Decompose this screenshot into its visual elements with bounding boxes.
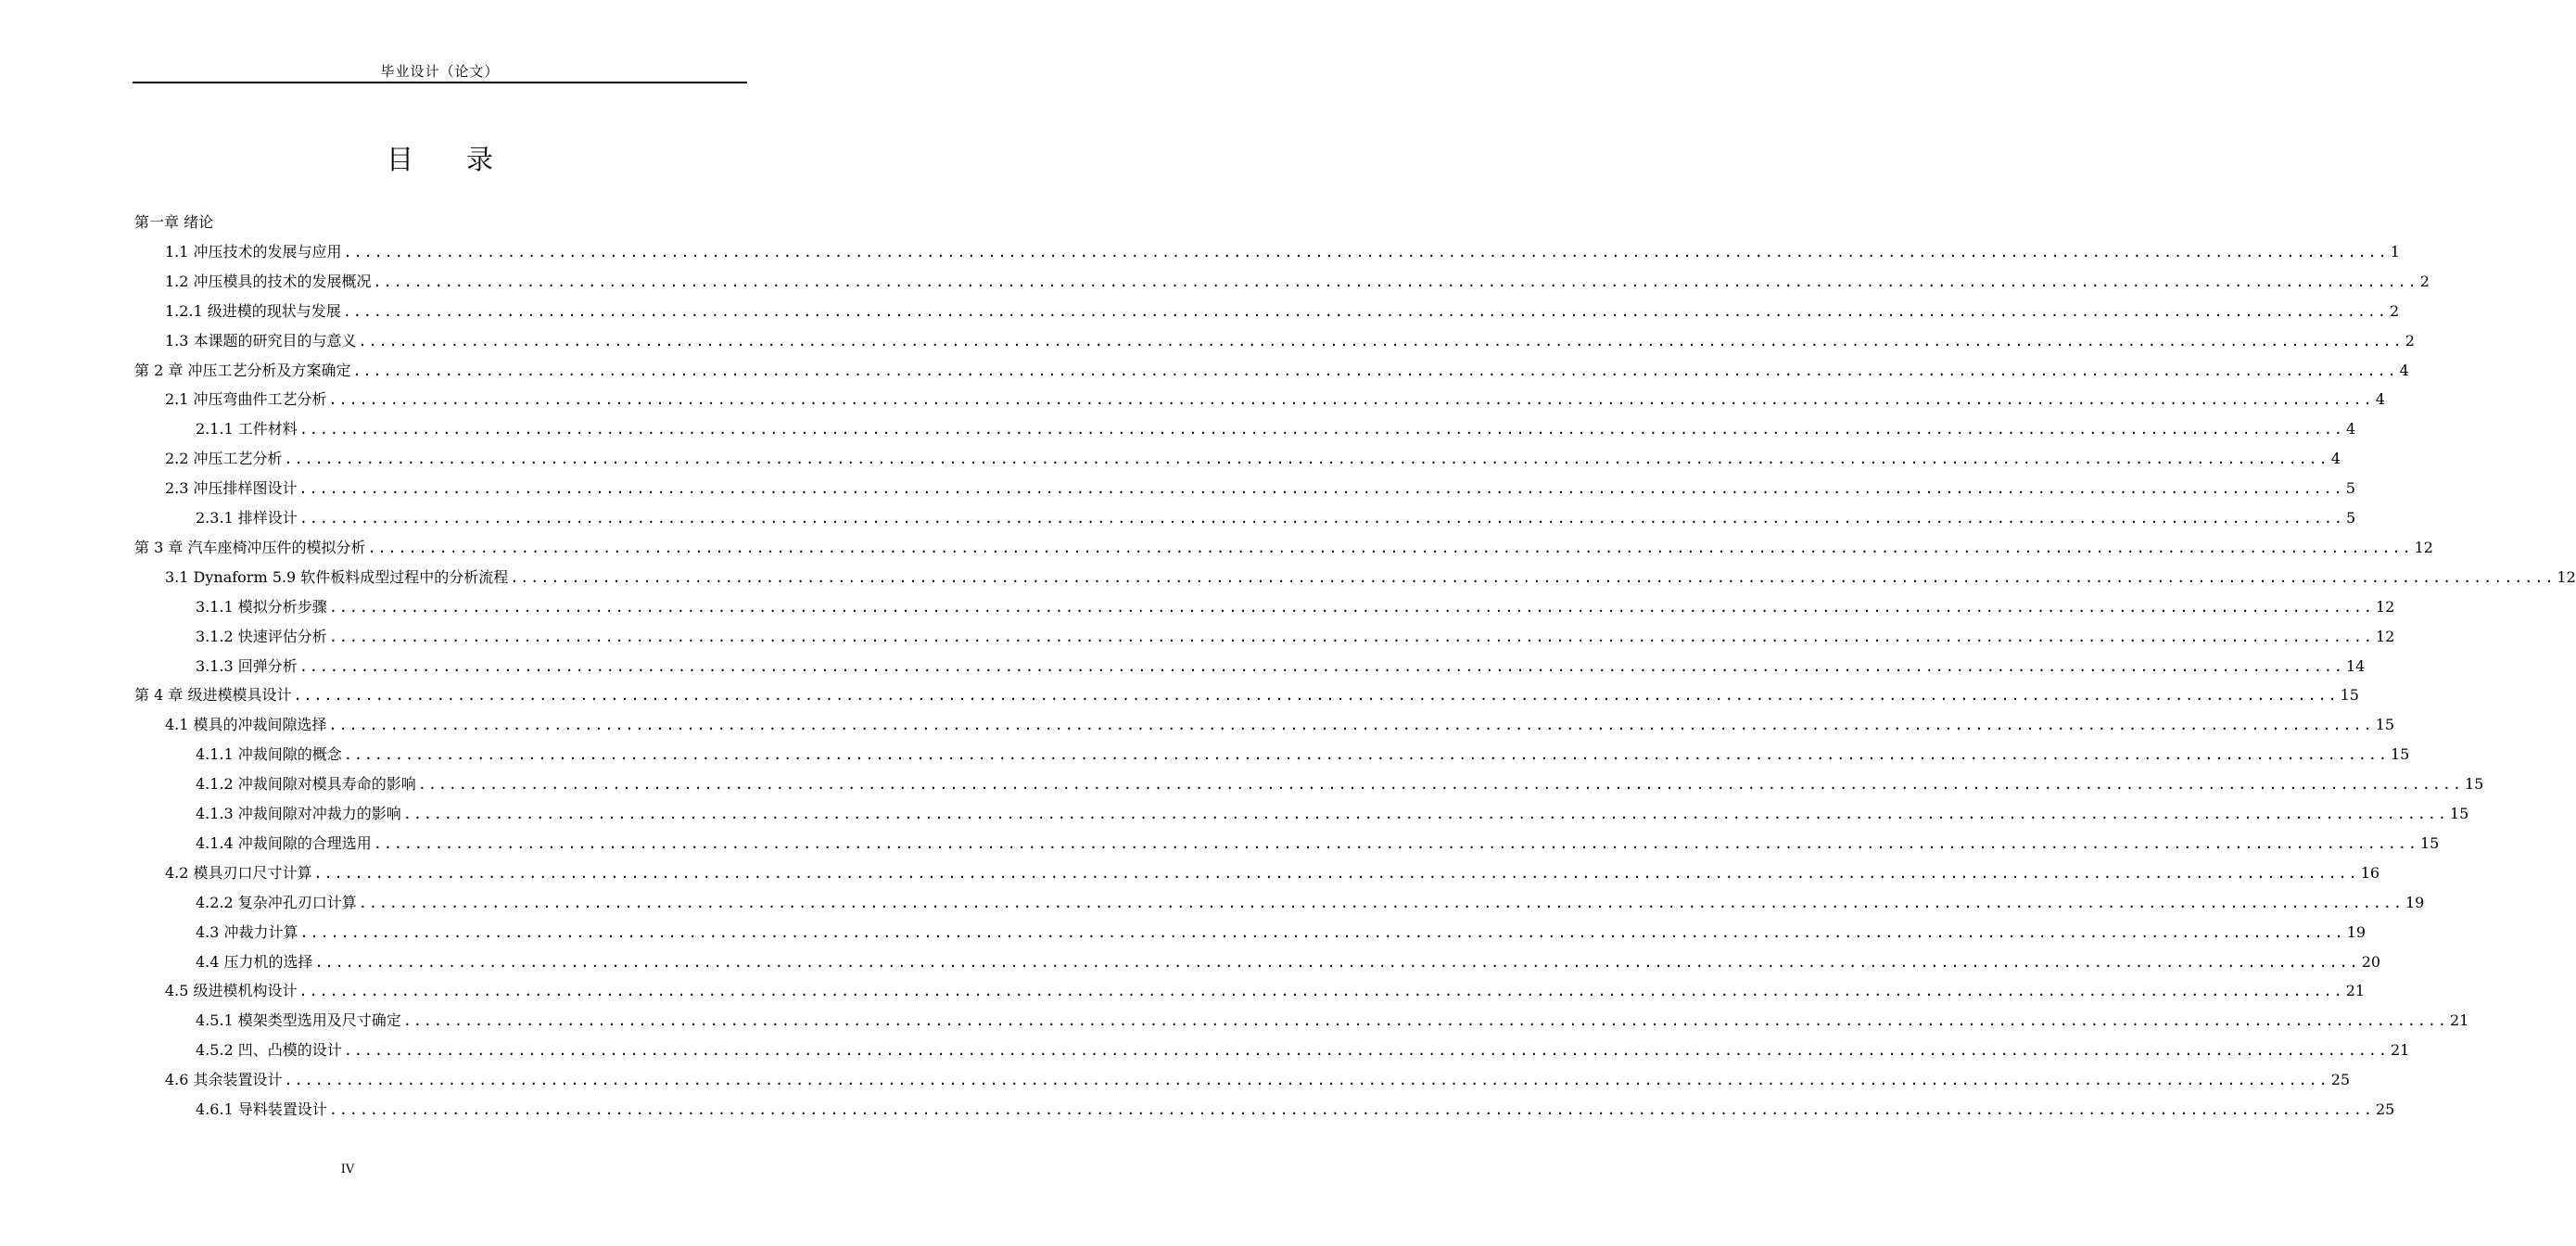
toc-entry[interactable]: [165, 267, 2430, 297]
toc-entry-label: 2.3.1 排样设计: [196, 509, 298, 527]
toc-entry-label: 4.5.1 模架类型选用及尺寸确定: [196, 1011, 401, 1030]
toc-leader-dots: ........................................................................................................................................................................................................: [328, 628, 2374, 645]
toc-entry[interactable]: [165, 237, 2400, 267]
toc-entry-page: 12: [2375, 627, 2395, 645]
toc-title: [0, 139, 881, 177]
toc-leader-dots: ........................................................................................................................................................................................................: [328, 598, 2374, 616]
toc-entry-page: 1: [2390, 242, 2400, 261]
toc-leader-dots: ........................................................................................................................................................................................................: [298, 983, 2344, 1000]
toc-entry-label: 4.6 其余装置设计: [165, 1071, 283, 1089]
page-number: IV: [340, 1163, 355, 1176]
toc-entry-page: 12: [2414, 538, 2433, 556]
toc-leader-dots: ........................................................................................................................................................................................................: [314, 953, 2360, 971]
toc-leader-dots: ........................................................................................................................................................................................................: [343, 243, 2389, 261]
toc-title-char-1: 目: [386, 144, 414, 175]
toc-leader-dots: ........................................................................................................................................................................................................: [343, 1042, 2389, 1060]
toc-entry-label: 4.1.3 冲裁间隙对冲裁力的影响: [196, 805, 401, 822]
toc-leader-dots: ........................................................................................................................................................................................................: [328, 1101, 2374, 1118]
toc-entry-page: 21: [2390, 1041, 2410, 1060]
toc-entry-label: 4.2 模具刃口尺寸计算: [165, 863, 312, 882]
toc-leader-dots: ........................................................................................................................................................................................................: [358, 894, 2404, 911]
toc-entry-label: 4.1 模具的冲裁间隙选择: [165, 716, 327, 734]
toc-entry-label: 4.5 级进模机构设计: [165, 982, 298, 1000]
toc-entry[interactable]: [134, 356, 2409, 386]
toc-entry-label: 第 3 章 汽车座椅冲压件的模拟分析: [134, 538, 366, 556]
toc-entry[interactable]: [196, 740, 2410, 769]
toc-entry[interactable]: [134, 208, 213, 237]
toc-entry-label: 4.3 冲裁力计算: [196, 922, 298, 941]
toc-entry[interactable]: [196, 947, 2381, 977]
toc-entry-page: 4: [2375, 390, 2385, 409]
toc-entry-label: 4.4 压力机的选择: [196, 952, 313, 971]
toc-entry-page: 2: [2405, 331, 2415, 350]
toc-entry[interactable]: [196, 1006, 2469, 1036]
toc-leader-dots: ........................................................................................................................................................................................................: [299, 923, 2345, 941]
toc-entry[interactable]: [165, 710, 2395, 740]
toc-leader-dots: ........................................................................................................................................................................................................: [298, 657, 2344, 675]
toc-entry-label: 2.3 冲压排样图设计: [165, 479, 298, 498]
toc-entry-page: 4: [2330, 450, 2341, 468]
toc-entry-label: 2.2 冲压工艺分析: [165, 450, 283, 468]
toc-leader-dots: ........................................................................................................................................................................................................: [328, 391, 2374, 409]
toc-leader-dots: ........................................................................................................................................................................................................: [373, 834, 2418, 852]
toc-leader-dots: ........................................................................................................................................................................................................: [402, 1012, 2448, 1030]
toc-leader-dots: ........................................................................................................................................................................................................: [298, 421, 2344, 439]
toc-leader-dots: ........................................................................................................................................................................................................: [284, 451, 2329, 468]
toc-entry-label: 第 4 章 级进模模具设计: [134, 686, 292, 705]
toc-entry-page: 4: [2399, 361, 2409, 379]
toc-entry-label: 3.1.1 模拟分析步骤: [196, 597, 327, 616]
toc-entry[interactable]: [196, 414, 2356, 444]
toc-leader-dots: ........................................................................................................................................................................................................: [298, 510, 2344, 527]
toc-entry[interactable]: [196, 769, 2484, 799]
toc-entry-page: 21: [2345, 982, 2366, 1000]
toc-entry-label: 4.5.2 凹、凸模的设计: [196, 1041, 342, 1060]
toc-entry-page: 4: [2345, 420, 2356, 439]
toc-title-char-2: 录: [466, 144, 495, 175]
toc-entry-label: 1.2.1 级进模的现状与发展: [165, 301, 341, 320]
toc-entry[interactable]: [165, 976, 2366, 1006]
toc-entry-label: 3.1 Dynaform 5.9 软件板料成型过程中的分析流程: [165, 567, 509, 586]
toc-entry[interactable]: [134, 533, 2433, 563]
toc-leader-dots: ........................................................................................................................................................................................................: [373, 273, 2418, 290]
toc-entry-page: 12: [2557, 567, 2576, 586]
toc-leader-dots: ........................................................................................................................................................................................................: [328, 717, 2374, 734]
toc-entry[interactable]: [165, 1065, 2351, 1095]
toc-entry[interactable]: [165, 444, 2341, 474]
toc-entry-page: 15: [2449, 805, 2469, 822]
toc-entry-label: 第 2 章 冲压工艺分析及方案确定: [134, 361, 351, 379]
toc-entry-page: 25: [2375, 1100, 2395, 1118]
toc-entry-page: 5: [2345, 509, 2356, 527]
toc-entry-label: 4.2.2 复杂冲孔刃口计算: [196, 893, 357, 911]
toc-entry[interactable]: [196, 622, 2395, 652]
toc-entry-label: 3.1.2 快速评估分析: [196, 627, 327, 645]
toc-leader-dots: ........................................................................................................................................................................................................: [284, 1072, 2329, 1089]
toc-entry[interactable]: [196, 918, 2367, 947]
toc-entry-page: 15: [2419, 833, 2440, 852]
toc-entry-label: 第一章 绪论: [134, 213, 214, 231]
toc-entry[interactable]: [196, 1095, 2395, 1125]
toc-entry-page: 15: [2464, 775, 2484, 794]
toc-entry-page: 14: [2345, 656, 2366, 675]
toc-entry-page: 16: [2360, 863, 2380, 882]
toc-entry[interactable]: [196, 592, 2395, 622]
toc-leader-dots: ........................................................................................................................................................................................................: [352, 362, 2398, 379]
toc-entry[interactable]: [196, 829, 2440, 858]
page-header: 毕业设计（论文）: [380, 63, 500, 80]
toc-entry-page: 25: [2330, 1071, 2351, 1089]
toc-entry[interactable]: [165, 474, 2355, 503]
toc-entry-label: 1.3 本课题的研究目的与意义: [165, 331, 357, 350]
toc-leader-dots: ........................................................................................................................................................................................................: [342, 302, 2388, 320]
toc-entry-page: 5: [2345, 479, 2355, 498]
toc-entry-page: 20: [2361, 952, 2381, 971]
toc-leader-dots: ........................................................................................................................................................................................................: [367, 539, 2413, 556]
toc-leader-dots: ........................................................................................................................................................................................................: [343, 746, 2389, 764]
toc-leader-dots: ........................................................................................................................................................................................................: [293, 687, 2339, 705]
toc-entry[interactable]: [196, 652, 2366, 681]
toc-entry[interactable]: [165, 385, 2385, 414]
toc-leader-dots: ........................................................................................................................................................................................................: [298, 480, 2344, 498]
toc-leader-dots: ........................................................................................................................................................................................................: [358, 332, 2404, 350]
toc-entry-label: 1.2 冲压模具的技术的发展概况: [165, 272, 372, 290]
toc-leader-dots: ........................................................................................................................................................................................................: [510, 568, 2556, 586]
toc-entry[interactable]: [165, 326, 2415, 356]
toc-entry[interactable]: [165, 563, 2576, 592]
toc-leader-dots: ........................................................................................................................................................................................................: [402, 806, 2448, 822]
toc-entry-page: 15: [2340, 686, 2359, 705]
toc-entry[interactable]: [134, 680, 2359, 710]
toc-entry-page: 12: [2375, 597, 2395, 616]
toc-entry-page: 19: [2405, 893, 2425, 911]
toc-leader-dots: ........................................................................................................................................................................................................: [417, 776, 2463, 794]
toc-entry-label: 4.1.1 冲裁间隙的概念: [196, 745, 342, 764]
toc-entry-label: 4.1.2 冲裁间隙对模具寿命的影响: [196, 775, 416, 794]
toc-entry[interactable]: [196, 1036, 2410, 1065]
toc-entry-page: 21: [2449, 1011, 2469, 1030]
toc-entry-page: 15: [2390, 745, 2410, 764]
toc-entry-page: 2: [2419, 272, 2430, 290]
toc-entry-page: 15: [2375, 716, 2395, 734]
toc-entry-page: 19: [2346, 922, 2367, 941]
toc-entry-label: 3.1.3 回弹分析: [196, 656, 298, 675]
toc-leader-dots: ........................................................................................................................................................................................................: [313, 864, 2359, 882]
toc-entry[interactable]: [196, 503, 2356, 533]
toc-entry-label: 1.1 冲压技术的发展与应用: [165, 242, 342, 261]
toc-entry-label: 2.1 冲压弯曲件工艺分析: [165, 390, 327, 409]
toc-entry[interactable]: [165, 297, 2400, 326]
header-rule: [133, 82, 747, 83]
toc-entry[interactable]: [196, 888, 2425, 918]
toc-entry-page: 2: [2389, 301, 2400, 320]
toc-entry-label: 4.6.1 导料装置设计: [196, 1100, 327, 1118]
toc-entry[interactable]: [165, 858, 2380, 888]
toc-entry[interactable]: [196, 799, 2469, 829]
toc-entry-label: 4.1.4 冲裁间隙的合理选用: [196, 833, 372, 852]
toc-entry-label: 2.1.1 工件材料: [196, 420, 298, 439]
